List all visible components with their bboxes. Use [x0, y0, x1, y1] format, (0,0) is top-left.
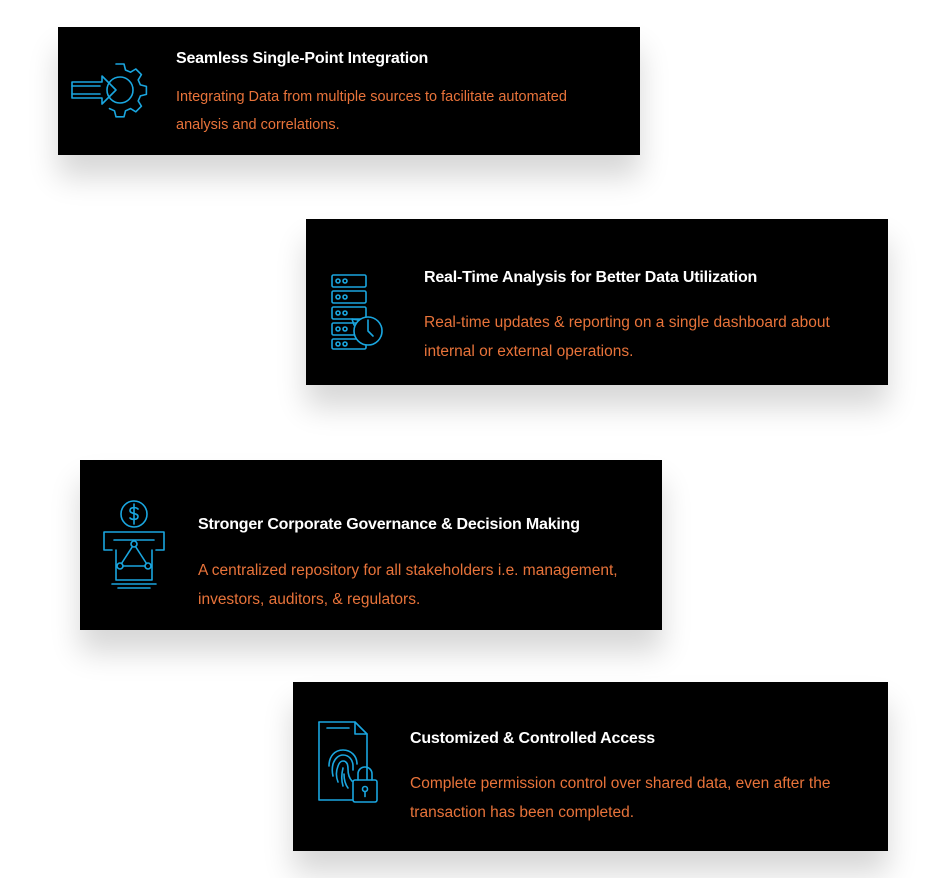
gear-integration-icon: [70, 60, 154, 120]
feature-card-integration: [58, 27, 640, 155]
card-title: Seamless Single-Point Integration: [176, 50, 429, 67]
card-description: Complete permission control over shared data, even after the transaction has been completed.: [410, 775, 831, 821]
fingerprint-lock-icon: [313, 718, 383, 808]
card-title: Customized & Controlled Access: [410, 730, 656, 747]
card-title: Real-Time Analysis for Better Data Utilization: [424, 269, 758, 286]
card-title: Stronger Corporate Governance & Decision Making: [198, 516, 580, 533]
feature-card-realtime-analysis: [306, 219, 888, 385]
card-description: A centralized repository for all stakeholders i.e. management, investors, auditors, & regulators.: [198, 562, 618, 608]
card-description: Integrating Data from multiple sources to facilitate automated analysis and correlations.: [176, 89, 567, 133]
card-description: Real-time updates & reporting on a single dashboard about internal or external operations.: [424, 314, 830, 360]
feature-card-governance: [80, 460, 662, 630]
server-clock-icon: [328, 273, 384, 351]
governance-podium-icon: [98, 498, 170, 594]
feature-card-controlled-access: [293, 682, 888, 851]
